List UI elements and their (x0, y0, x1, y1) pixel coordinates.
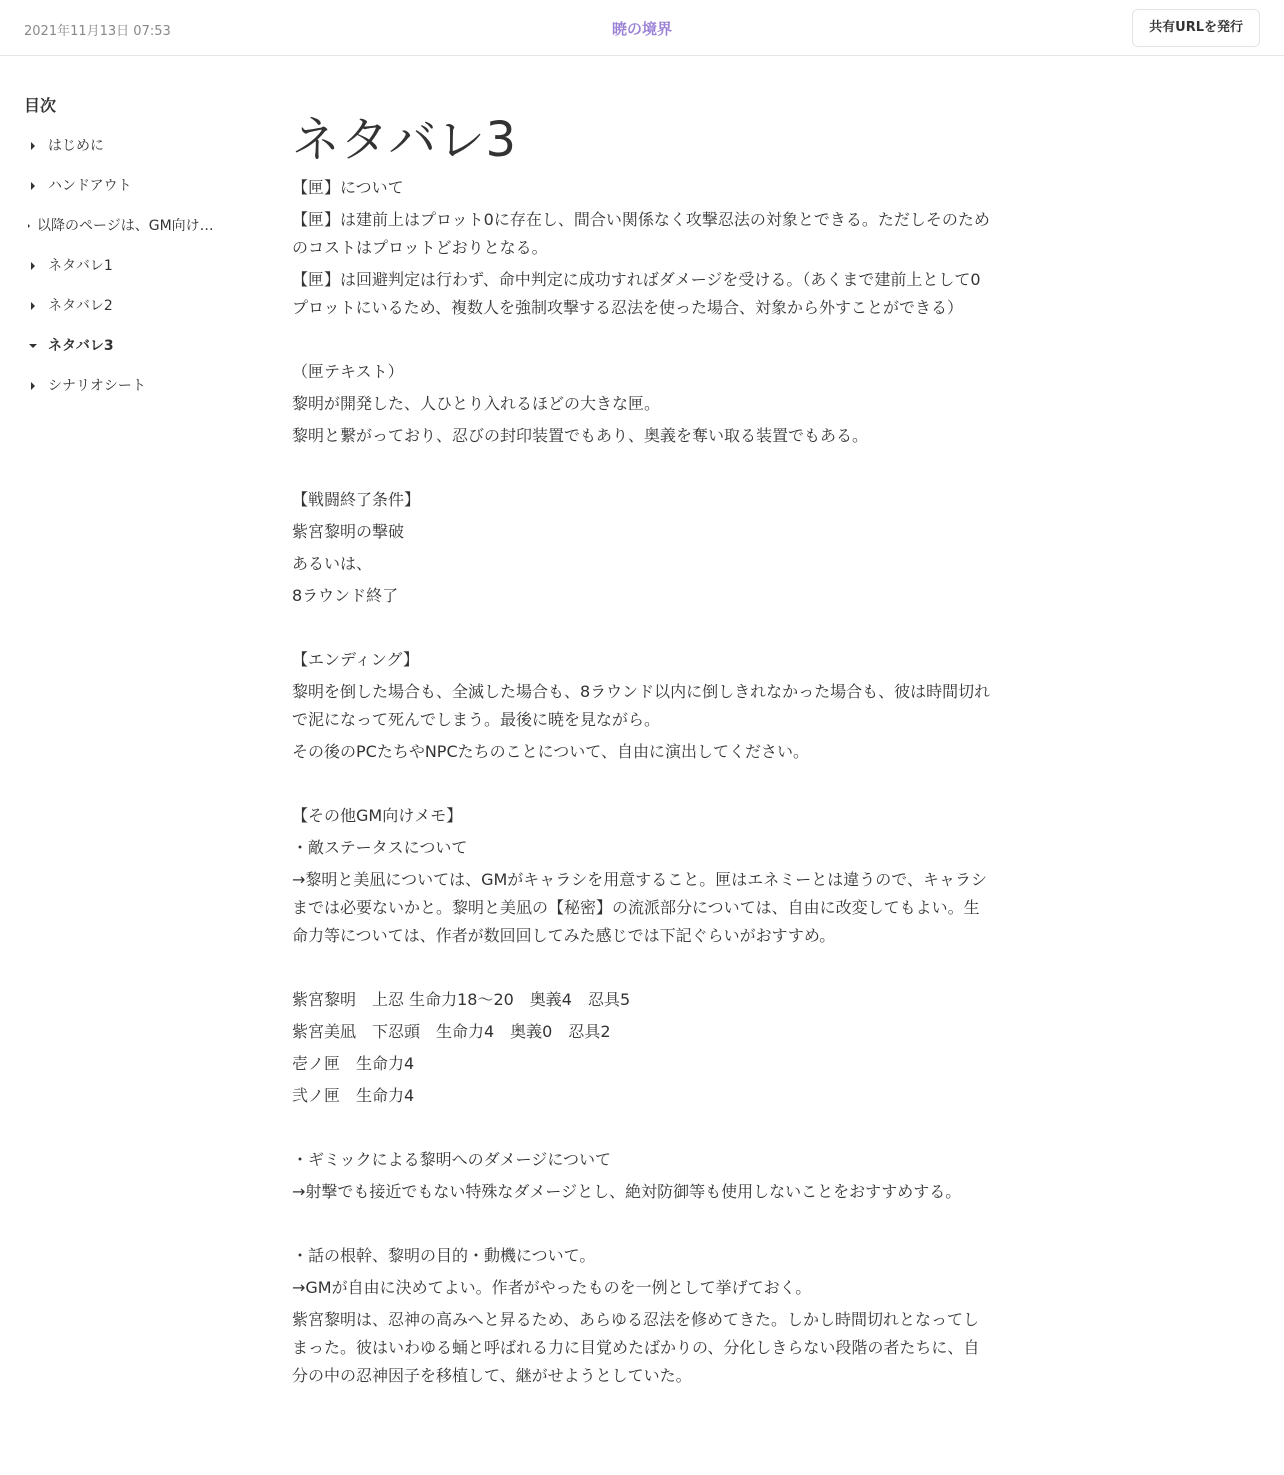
body-paragraph: 【匣】は回避判定は行わず、命中判定に成功すればダメージを受ける。（あくまで建前上として0プロットにいるため、複数人を強制攻撃する忍法を使った場合、対象から外すことができる） (292, 270, 981, 317)
body-paragraph: 黎明と繋がっており、忍びの封印装置でもあり、奥義を奪い取る装置でもある。 (292, 426, 869, 445)
caret-right-icon[interactable] (24, 374, 48, 398)
body-paragraph: ・敵ステータスについて (292, 838, 468, 857)
body-paragraph: 紫宮黎明 上忍 生命力18～20 奥義4 忍具5 (292, 990, 631, 1009)
body-paragraph: ・ギミックによる黎明へのダメージについて (292, 1150, 612, 1169)
blank-line (292, 326, 992, 354)
toc-item-netabare-3[interactable] (24, 334, 234, 374)
body-paragraph: 【エンディング】 (292, 650, 419, 669)
toc-item-scenario-sheet[interactable] (24, 374, 234, 414)
body-paragraph: 紫宮黎明の撃破 (292, 522, 405, 541)
blank-line (292, 454, 992, 482)
toc-item-label: 以降のページは、GM向け… (37, 218, 214, 234)
toc-heading: 目次 (24, 96, 57, 115)
body-paragraph: →GMが自由に決めてよい。作者がやったものを一例として挙げておく。 (292, 1278, 812, 1297)
caret-right-icon[interactable] (24, 174, 48, 198)
toc-item-label: ネタバレ1 (48, 258, 113, 274)
toc-item-label: ネタバレ3 (48, 338, 114, 354)
body-paragraph: 黎明が開発した、人ひとり入れるほどの大きな匣。 (292, 394, 661, 413)
page-body (292, 174, 992, 1390)
body-paragraph: 壱ノ匣 生命力4 (292, 1054, 415, 1073)
body-paragraph: （匣テキスト） (292, 362, 404, 381)
share-url-button[interactable]: 共有URLを発行 (1132, 9, 1260, 47)
page-title: ネタバレ3 (292, 112, 517, 168)
body-paragraph: →黎明と美凪については、GMがキャラシを用意すること。匣はエネミーとは違うので、キャラシまでは必要ないかと。黎明と美凪の【秘密】の流派部分については、自由に改変してもよい。生命力等については、作者が数回回してみた感じでは下記ぐらいがおすすめ。 (292, 870, 987, 945)
table-of-contents (24, 94, 234, 414)
body-paragraph: 8ラウンド終了 (292, 586, 399, 605)
blank-line (292, 954, 992, 982)
toc-list (24, 134, 234, 414)
caret-right-icon[interactable] (24, 134, 48, 158)
caret-right-icon[interactable] (24, 294, 48, 318)
caret-right-icon[interactable] (24, 254, 48, 278)
timestamp: 2021年11月13日 07:53 (24, 24, 171, 39)
toc-item-label: ネタバレ2 (48, 298, 113, 314)
document-title: 暁の境界 (611, 20, 672, 38)
body-paragraph: →射撃でも接近でもない特殊なダメージとし、絶対防御等も使用しないことをおすすめする。 (292, 1182, 962, 1201)
toc-item-netabare-1[interactable] (24, 254, 234, 294)
body-paragraph: あるいは、 (292, 554, 373, 573)
body-paragraph: 【その他GM向けメモ】 (292, 806, 463, 825)
blank-line (292, 1114, 992, 1142)
toc-item-hajimeni[interactable] (24, 134, 234, 174)
toc-item-gm-notice[interactable] (24, 214, 234, 254)
body-paragraph: 【匣】は建前上はプロット0に存在し、間合い関係なく攻撃忍法の対象とできる。ただしそのためのコストはプロットどおりとなる。 (292, 210, 990, 257)
body-paragraph: その後のPCたちやNPCたちのことについて、自由に演出してください。 (292, 742, 809, 761)
caret-right-icon[interactable] (24, 214, 37, 238)
body-paragraph: 黎明を倒した場合も、全滅した場合も、8ラウンド以内に倒しきれなかった場合も、彼は時間切れで泥になって死んでしまう。最後に暁を見ながら。 (292, 682, 991, 729)
toc-item-label: シナリオシート (48, 378, 146, 394)
blank-line (292, 614, 992, 642)
caret-down-icon[interactable] (24, 334, 48, 358)
body-paragraph: 【匣】について (292, 178, 404, 197)
toc-item-netabare-2[interactable] (24, 294, 234, 334)
body-paragraph: 紫宮黎明は、忍神の高みへと昇るため、あらゆる忍法を修めてきた。しかし時間切れとなってしまった。彼はいわゆる蛹と呼ばれる力に目覚めたばかりの、分化しきらない段階の者たちに、自分の中の忍神因子を移植して、継がせようとしていた。 (292, 1310, 980, 1385)
top-bar (0, 0, 1284, 56)
main-content (292, 108, 992, 1394)
body-paragraph: 弐ノ匣 生命力4 (292, 1086, 415, 1105)
body-paragraph: 紫宮美凪 下忍頭 生命力4 奥義0 忍具2 (292, 1022, 611, 1041)
toc-item-label: はじめに (48, 138, 104, 154)
blank-line (292, 770, 992, 798)
body-paragraph: 【戦闘終了条件】 (292, 490, 421, 509)
body-paragraph: ・話の根幹、黎明の目的・動機について。 (292, 1246, 596, 1265)
blank-line (292, 1210, 992, 1238)
toc-item-label: ハンドアウト (48, 178, 132, 194)
toc-item-handout[interactable] (24, 174, 234, 214)
